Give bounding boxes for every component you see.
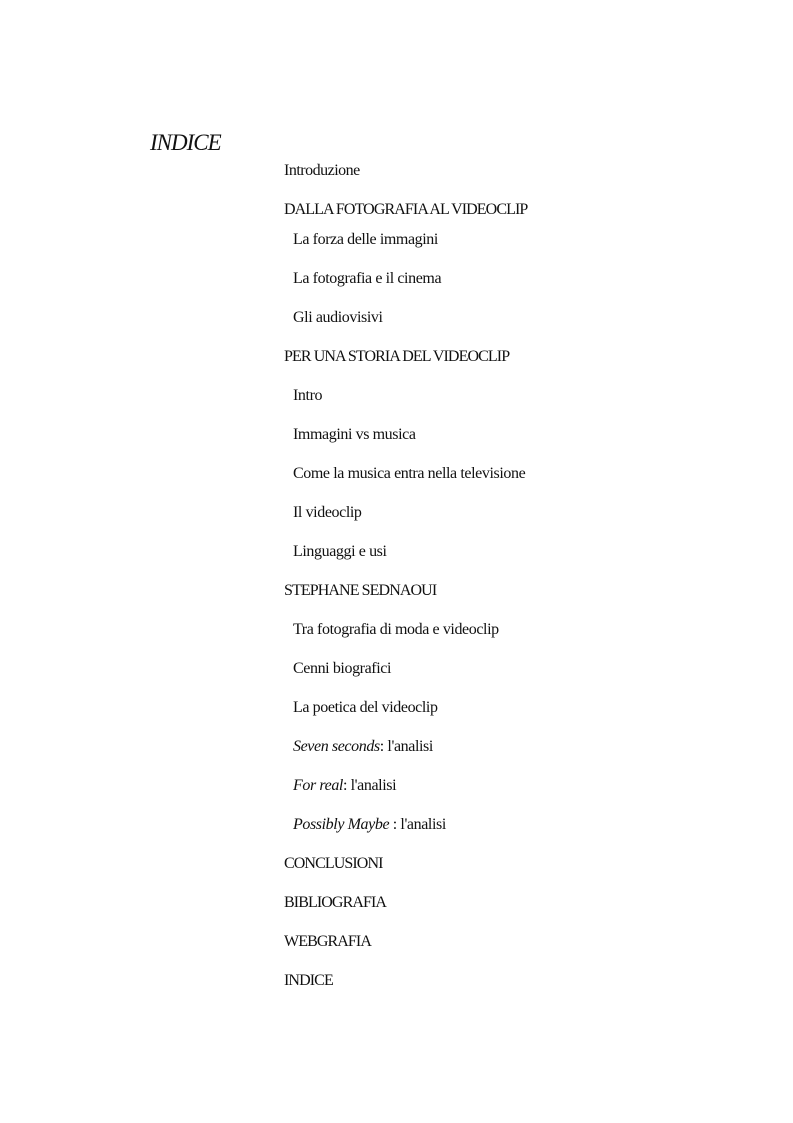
toc-item-intro[interactable]: Intro — [293, 387, 323, 404]
toc-chapter-bibliografia[interactable]: BIBLIOGRAFIA — [284, 894, 387, 911]
toc-item-audiovisivi[interactable]: Gli audiovisivi — [293, 309, 383, 326]
toc-item-forza-immagini[interactable]: La forza delle immagini — [293, 231, 438, 248]
table-of-contents — [284, 158, 764, 991]
toc-item-linguaggi-usi[interactable]: Linguaggi e usi — [293, 543, 387, 560]
toc-item-fotografia-cinema[interactable]: La fotografia e il cinema — [293, 270, 442, 287]
toc-item-seven-seconds-title: Seven seconds — [293, 738, 380, 755]
toc-chapter-conclusioni[interactable]: CONCLUSIONI — [284, 855, 383, 872]
toc-item-seven-seconds[interactable] — [293, 737, 764, 757]
toc-item-introduzione[interactable]: Introduzione — [284, 162, 360, 179]
toc-item-cenni-biografici[interactable]: Cenni biografici — [293, 660, 392, 677]
toc-chapter-sednaoui[interactable]: STEPHANE SEDNAOUI — [284, 582, 437, 599]
toc-chapter-webgrafia[interactable]: WEBGRAFIA — [284, 933, 372, 950]
toc-item-fotografia-moda[interactable]: Tra fotografia di moda e videoclip — [293, 621, 499, 638]
toc-item-videoclip[interactable]: Il videoclip — [293, 504, 362, 521]
toc-item-possibly-maybe-title: Possibly Maybe — [293, 816, 390, 833]
toc-item-for-real-title: For real — [293, 777, 343, 794]
toc-chapter-storia-videoclip[interactable]: PER UNA STORIA DEL VIDEOCLIP — [284, 348, 510, 365]
page-title: INDICE — [150, 130, 221, 155]
toc-chapter-indice[interactable]: INDICE — [284, 972, 333, 989]
toc-item-seven-seconds-suffix: : l'analisi — [379, 738, 433, 755]
toc-item-musica-televisione[interactable]: Come la musica entra nella televisione — [293, 465, 526, 482]
toc-item-possibly-maybe-suffix: : l'analisi — [389, 816, 446, 833]
toc-item-poetica-videoclip[interactable]: La poetica del videoclip — [293, 699, 438, 716]
toc-item-possibly-maybe[interactable] — [293, 815, 764, 835]
toc-item-for-real[interactable] — [293, 776, 764, 796]
toc-item-for-real-suffix: : l'analisi — [342, 777, 397, 794]
toc-item-immagini-vs-musica[interactable]: Immagini vs musica — [293, 426, 416, 443]
toc-chapter-dalla-fotografia[interactable]: DALLA FOTOGRAFIA AL VIDEOCLIP — [284, 201, 528, 218]
